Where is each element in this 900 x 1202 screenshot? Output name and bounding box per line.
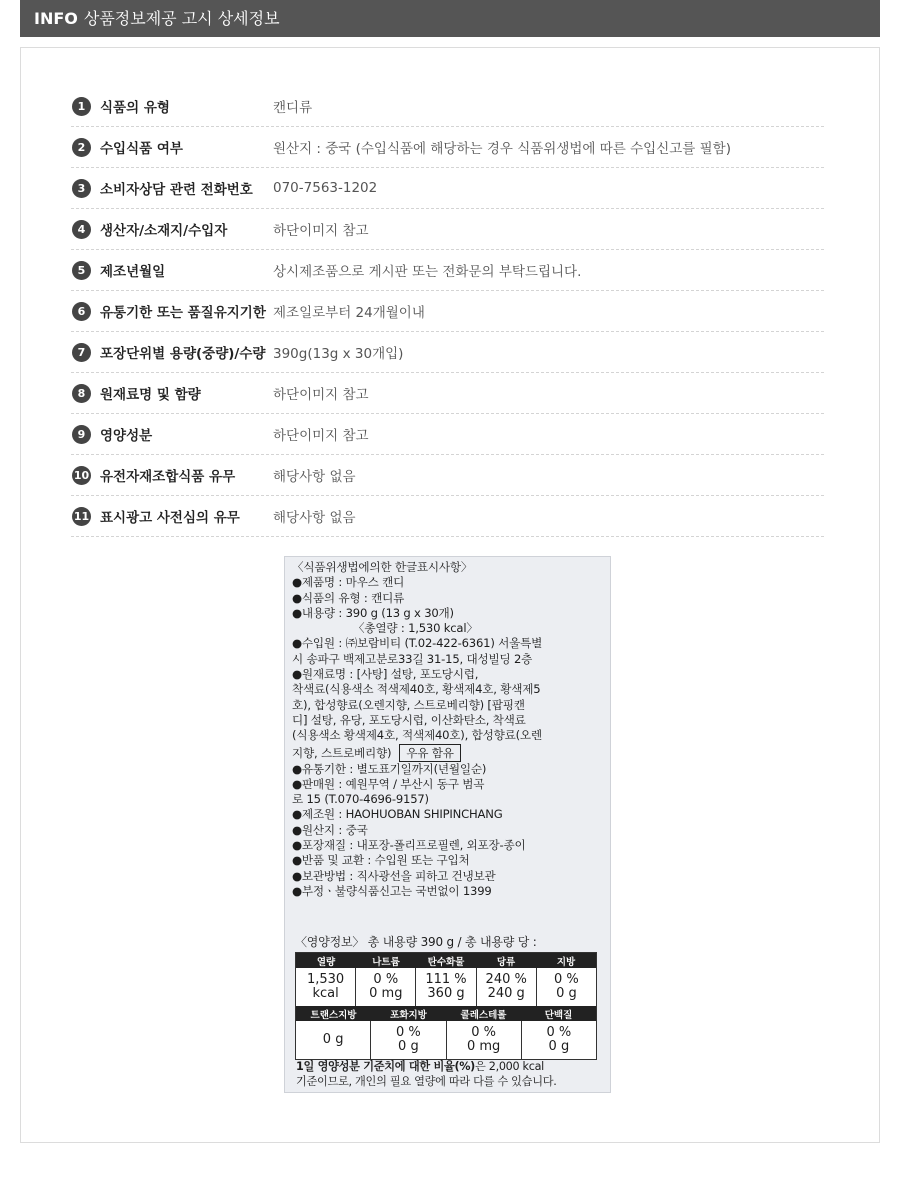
label-line: ●원산지 : 중국 (292, 822, 368, 837)
row-value: 해당사항 없음 (273, 510, 356, 526)
label-line: 호), 합성향료(오렌지향, 스트로베리향) [팝핑캔 (292, 697, 525, 712)
header-prefix: INFO (34, 9, 78, 28)
label-line: ●판매원 : 예원무역 / 부산시 동구 범곡 (292, 776, 485, 791)
nutrition-value-line: 0 g (322, 1032, 344, 1047)
label-text-block (292, 560, 608, 899)
row-value: 상시제조품으로 게시판 또는 전화문의 부탁드립니다. (273, 264, 582, 280)
label-line: ●수입원 : ㈜보람비티 (T.02-422-6361) 서울특별 (292, 636, 543, 651)
info-rows (71, 86, 824, 537)
page-header (20, 0, 880, 37)
nutrition-value-cell (522, 1021, 596, 1059)
nutrition-value-line: 0 % (546, 1025, 572, 1040)
label-line: ●내용량 : 390 g (13 g x 30개) (292, 605, 454, 620)
info-panel (20, 47, 880, 1143)
label-line: ●포장재질 : 내포장-폴리프로필렌, 외포장-종이 (292, 838, 526, 853)
nutrition-header-cell: 단백질 (544, 1009, 573, 1021)
row-number-badge: 3 (72, 179, 91, 198)
info-row (71, 373, 824, 414)
nutrition-header-cell: 열량 (316, 956, 336, 968)
nutrition-table (295, 952, 597, 1060)
nutrition-value-line: 0 g (398, 1039, 419, 1054)
info-row (71, 127, 824, 168)
nutrition-header-row (296, 1006, 596, 1021)
row-label: 수입식품 여부 (100, 141, 183, 157)
info-row (71, 291, 824, 332)
row-value: 070-7563-1202 (273, 180, 378, 196)
row-label: 유전자재조합식품 유무 (100, 469, 236, 485)
row-number-badge: 2 (72, 138, 91, 157)
label-line: (식용색소 황색제4호, 적색제40호), 합성향료(오렌 (292, 728, 542, 743)
label-line: ●제조원 : HAOHUOBAN SHIPINCHANG (292, 807, 503, 822)
row-label: 원재료명 및 함량 (100, 387, 201, 403)
label-line: 착색료(식용색소 적색제40호, 황색제4호, 황색제5 (292, 682, 541, 697)
label-line: ●부정ㆍ불량식품신고는 국번없이 1399 (292, 883, 492, 898)
nutrition-value-line: 0 g (556, 986, 577, 1001)
row-value: 하단이미지 참고 (273, 428, 369, 444)
row-number-badge: 9 (72, 425, 91, 444)
nutrition-value-line: 0 % (554, 972, 579, 987)
row-number-badge: 10 (72, 466, 91, 485)
header-title: 상품정보제공 고시 상세정보 (83, 9, 280, 28)
footnote-rest: 은 2,000 kcal (475, 1060, 544, 1073)
row-value: 캔디류 (273, 100, 313, 116)
row-number-badge: 6 (72, 302, 91, 321)
row-number-badge: 4 (72, 220, 91, 239)
nutrition-value-cell (371, 1021, 446, 1059)
info-row (71, 414, 824, 455)
row-label: 포장단위별 용량(중량)/수량 (100, 346, 266, 362)
label-line: 〈총열량 : 1,530 kcal〉 (353, 621, 478, 636)
nutrition-header-cell: 콜레스테롤 (460, 1009, 507, 1021)
label-line: 〈식품위생법에의한 한글표시사항〉 (292, 560, 473, 574)
nutrition-header-cell: 탄수화물 (427, 956, 465, 968)
row-label: 표시광고 사전심의 유무 (100, 510, 240, 526)
label-line: 로 15 (T.070-4696-9157) (292, 792, 429, 807)
row-number-badge: 1 (72, 97, 91, 116)
info-row (71, 250, 824, 291)
nutrition-value-cell (356, 968, 416, 1006)
label-line (292, 744, 608, 762)
info-row (71, 168, 824, 209)
nutrition-value-line: 1,530 (306, 972, 345, 987)
nutrition-value-row (296, 1021, 596, 1059)
nutrition-heading: 〈영양정보〉 총 내용량 390 g / 총 내용량 당 : (295, 935, 537, 949)
row-value: 제조일로부터 24개월이내 (273, 305, 425, 321)
nutrition-value-line: 240 g (487, 986, 525, 1001)
label-line-text: 지향, 스트로베리향) (292, 745, 392, 760)
row-number-badge: 11 (72, 507, 91, 526)
nutrition-value-cell (537, 968, 596, 1006)
nutrition-value-line: 240 % (485, 972, 527, 987)
label-line: ●원재료명 : [사탕] 설탕, 포도당시럽, (292, 667, 479, 682)
footnote-line2: 기준이므로, 개인의 필요 열량에 따라 다를 수 있습니다. (296, 1075, 557, 1088)
nutrition-value-cell (447, 1021, 522, 1059)
row-label: 영양성분 (100, 428, 153, 444)
label-line: ●식품의 유형 : 캔디류 (292, 590, 405, 605)
label-line: ●반품 및 교환 : 수입원 또는 구입처 (292, 853, 470, 868)
info-row (71, 209, 824, 250)
nutrition-header-cell: 지방 (556, 956, 576, 968)
label-line: 디] 설탕, 유당, 포도당시럽, 이산화탄소, 착색료 (292, 712, 526, 727)
nutrition-value-line: 0 g (548, 1039, 570, 1054)
label-line: 시 송파구 백제고분로33길 31-15, 대성빌딩 2층 (292, 651, 533, 666)
milk-allergen-badge: 우유 함유 (399, 744, 460, 762)
row-label: 식품의 유형 (100, 100, 170, 116)
nutrition-value-line: 0 mg (466, 1039, 501, 1054)
row-value: 390g(13g x 30개입) (273, 346, 404, 362)
nutrition-value-line: 0 % (395, 1025, 421, 1040)
nutrition-header-cell: 트랜스지방 (310, 1009, 357, 1021)
row-value: 해당사항 없음 (273, 469, 356, 485)
label-line: ●제품명 : 마우스 캔디 (292, 575, 405, 590)
row-number-badge: 7 (72, 343, 91, 362)
nutrition-value-cell (477, 968, 537, 1006)
row-value: 원산지 : 중국 (수입식품에 해당하는 경우 식품위생법에 따른 수입신고를 필함) (273, 141, 731, 157)
nutrition-value-line: 360 g (427, 986, 465, 1001)
label-line: ●유통기한 : 별도표기일까지(년월일순) (292, 761, 487, 776)
row-value: 하단이미지 참고 (273, 387, 369, 403)
nutrition-header-row (296, 953, 596, 968)
info-row (71, 86, 824, 127)
label-line: ●보관방법 : 직사광선을 피하고 건냉보관 (292, 868, 496, 883)
row-label: 유통기한 또는 품질유지기한 (100, 305, 266, 321)
nutrition-value-cell (296, 968, 356, 1006)
nutrition-value-line: 0 mg (369, 986, 403, 1001)
nutrition-value-cell (416, 968, 476, 1006)
row-number-badge: 5 (72, 261, 91, 280)
nutrition-header-cell: 나트륨 (372, 956, 400, 968)
row-label: 생산자/소재지/수입자 (100, 223, 228, 239)
nutrition-value-line: 0 % (373, 972, 399, 987)
info-row (71, 455, 824, 496)
nutrition-footnote (296, 1059, 556, 1089)
row-label: 제조년월일 (100, 264, 166, 280)
nutrition-value-row (296, 968, 596, 1006)
row-value: 하단이미지 참고 (273, 223, 369, 239)
row-number-badge: 8 (72, 384, 91, 403)
nutrition-header-cell: 당류 (496, 956, 516, 968)
footnote-bold: 1일 영양성분 기준치에 대한 비율(%) (296, 1060, 475, 1073)
info-row (71, 496, 824, 537)
row-label: 소비자상담 관련 전화번호 (100, 182, 253, 198)
nutrition-value-line: kcal (312, 986, 339, 1001)
nutrition-header-cell: 포화지방 (390, 1009, 427, 1021)
product-label-image (284, 556, 611, 1093)
nutrition-value-line: 111 % (425, 972, 467, 987)
nutrition-value-line: 0 % (471, 1025, 496, 1040)
info-row (71, 332, 824, 373)
nutrition-value-cell (296, 1021, 371, 1059)
